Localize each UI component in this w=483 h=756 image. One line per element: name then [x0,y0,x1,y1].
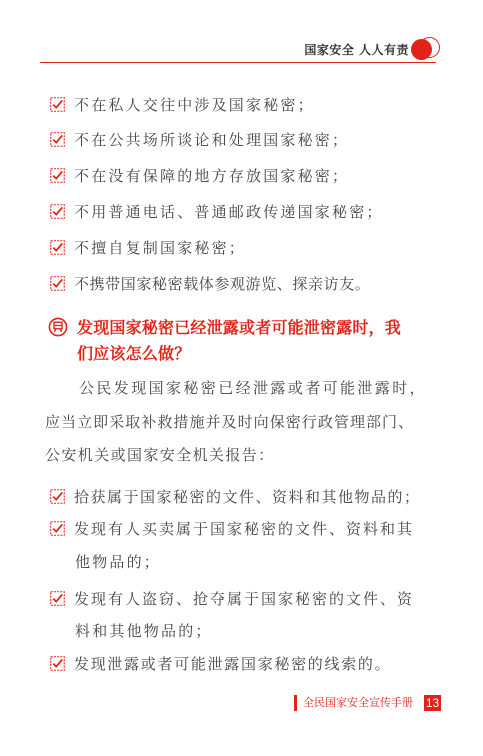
question-icon [48,317,68,337]
question-heading-line2: 们应该怎么做？ [77,344,191,363]
paragraph-line: 公安机关或国家安全机关报告： [45,446,275,464]
rule-text: 不在公共场所谈论和处理国家秘密； [74,130,350,149]
checkbox-icon [50,97,65,112]
report-item-continuation: 他物品的； [75,553,162,571]
checkbox-icon [50,240,65,255]
report-item-text: 拾获属于国家秘密的文件、资料和其他物品的； [74,487,421,506]
header-divider [40,62,436,63]
rule-text: 不擅自复制国家秘密； [74,238,247,257]
page-number: 13 [425,696,440,710]
rule-text: 不携带国家秘密载体参观游览、探亲访友。 [74,274,371,293]
checkbox-icon [50,168,65,183]
checkbox-icon [50,204,65,219]
paragraph-line: 应当立即采取补救措施并及时向保密行政管理部门、 [45,413,415,431]
rule-text: 不在私人交往中涉及国家秘密； [74,95,315,114]
checkbox-icon [50,489,65,504]
rule-text: 不用普通电话、普通邮政传递国家秘密； [74,202,384,221]
checkbox-icon [50,591,65,606]
question-heading-line1: 发现国家秘密已经泄露或者可能泄密露时，我 [77,318,402,337]
rule-item [50,200,384,222]
report-item [50,652,391,674]
rule-item [50,128,349,150]
report-item [50,517,414,539]
rule-item [50,93,315,115]
checkbox-icon [50,132,65,147]
report-item [50,587,414,609]
report-item-continuation: 料和其他物品的； [75,622,213,640]
page-header [0,38,483,64]
report-item [50,485,421,507]
header-title: 国家安全 人人有责 [304,43,409,57]
checkbox-icon [50,276,65,291]
rule-text: 不在没有保障的地方存放国家秘密； [74,166,350,185]
footer-accent-bar [294,695,297,711]
report-item-text: 发现泄露或者可能泄露国家秘密的线索的。 [74,654,392,673]
header-dot-icon [411,39,432,60]
rule-item [50,272,370,294]
paragraph-line: 公民发现国家秘密已经泄露或者可能泄露时， [79,379,428,397]
rule-item [50,236,246,258]
rule-item [50,164,349,186]
checkbox-icon [50,521,65,536]
report-item-text: 发现有人买卖属于国家秘密的文件、资料和其 [74,519,415,538]
report-item-text: 发现有人盗窃、抢夺属于国家秘密的文件、资 [74,589,415,608]
footer-title: 全民国家安全宣传手册 [303,696,413,709]
checkbox-icon [50,656,65,671]
